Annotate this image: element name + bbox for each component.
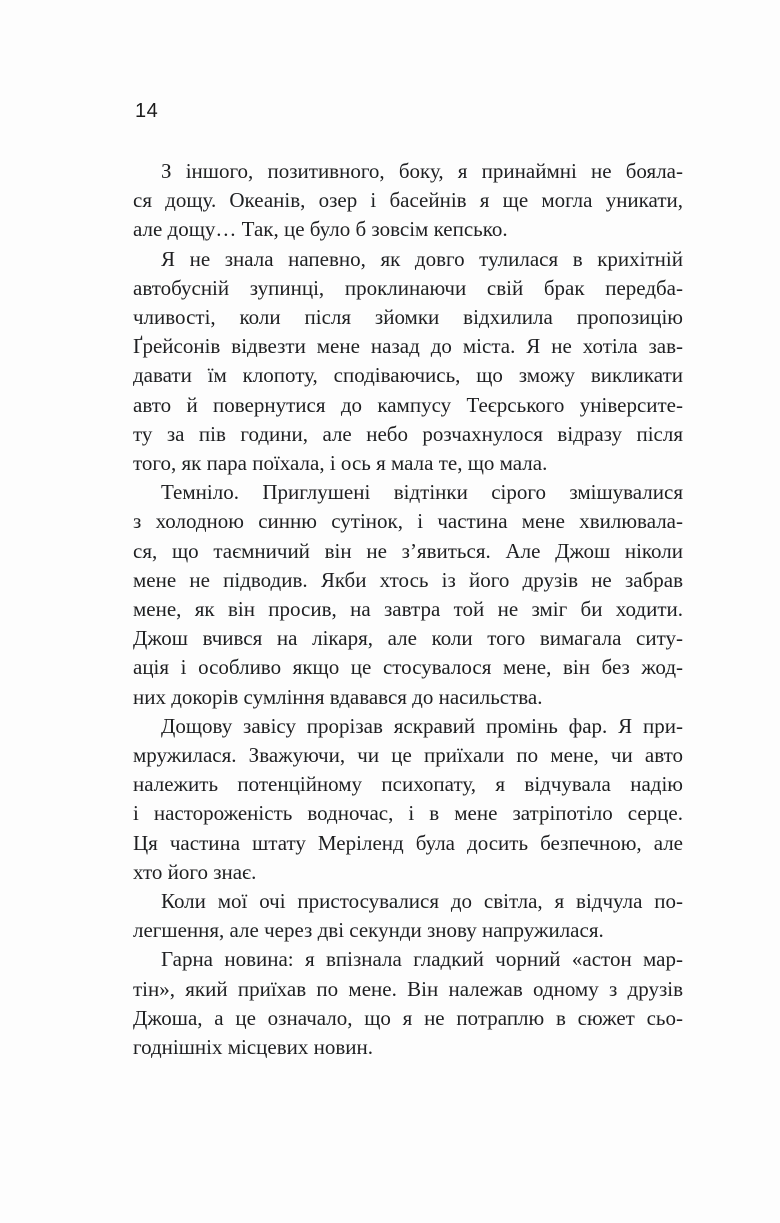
text-line: Темніло. Приглушені відтінки сірого змішувалися xyxy=(161,480,683,505)
text-line: Джош вчився на лікаря, але коли того вимагала ситу- xyxy=(133,626,683,651)
text-line: давати їм клопоту, сподіваючись, що зможу викликати xyxy=(133,363,683,388)
text-line: авто й повернутися до кампусу Теєрського університе- xyxy=(133,392,683,417)
text-line: Джоша, а це означало, що я не потраплю в сюжет сьо- xyxy=(133,1005,683,1030)
text-line: Коли мої очі пристосувалися до світла, я відчула по- xyxy=(161,889,683,914)
text-line: але дощу… Так, це було б зовсім кепсько. xyxy=(133,217,508,242)
paragraph xyxy=(133,945,683,1062)
text-line: Дощову завісу прорізав яскравий промінь фар. Я при- xyxy=(161,713,683,738)
page-body xyxy=(133,157,683,1062)
text-line: ація і особливо якщо це стосувалося мене, він без жод- xyxy=(133,655,683,680)
text-line: і настороженість водночас, і в мене затріпотіло серце. xyxy=(133,801,683,826)
text-line: мене, як він просив, на завтра той не зміг би ходити. xyxy=(133,597,683,622)
text-line: мружилася. Зважуючи, чи це приїхали по мене, чи авто xyxy=(133,743,683,768)
text-line: чливості, коли після зйомки відхилила пропозицію xyxy=(133,305,683,330)
text-line: автобусній зупинці, проклинаючи свій брак передба- xyxy=(133,275,683,300)
text-line: Ґрейсонів відвезти мене назад до міста. Я не хотіла зав- xyxy=(133,334,683,359)
text-line: ся дощу. Океанів, озер і басейнів я ще могла уникати, xyxy=(133,188,683,213)
text-line: належить потенційному психопату, я відчувала надію xyxy=(133,772,683,797)
paragraph xyxy=(133,245,683,479)
text-line: З іншого, позитивного, боку, я принаймні не бояла- xyxy=(161,159,683,183)
text-line: легшення, але через дві секунди знову напружилася. xyxy=(133,918,604,943)
text-line: тін», який приїхав по мене. Він належав одному з друзів xyxy=(133,976,683,1001)
text-line: того, як пара поїхала, і ось я мала те, що мала. xyxy=(133,451,548,476)
text-line: ту за пів години, але небо розчахнулося відразу після xyxy=(133,421,683,446)
text-line: Гарна новина: я впізнала гладкий чорний «астон мар- xyxy=(161,947,683,972)
paragraph xyxy=(133,478,683,712)
paragraph xyxy=(133,157,683,245)
page-number: 14 xyxy=(135,100,159,122)
paragraph xyxy=(133,887,683,945)
text-line: з холодною синню сутінок, і частина мене хвилювала- xyxy=(133,509,683,534)
text-line: ся, що таємничий він не з’явиться. Але Джош ніколи xyxy=(133,538,683,563)
text-line: мене не підводив. Якби хтось із його друзів не забрав xyxy=(133,567,683,592)
text-line: них докорів сумління вдавався до насильства. xyxy=(133,684,543,709)
text-line: хто його знає. xyxy=(133,859,257,884)
text-line: Ця частина штату Меріленд була досить безпечною, але xyxy=(133,830,683,855)
text-line: годнішніх місцевих новин. xyxy=(133,1035,374,1060)
text-line: Я не знала напевно, як довго тулилася в крихітній xyxy=(161,246,683,271)
paragraph xyxy=(133,712,683,887)
